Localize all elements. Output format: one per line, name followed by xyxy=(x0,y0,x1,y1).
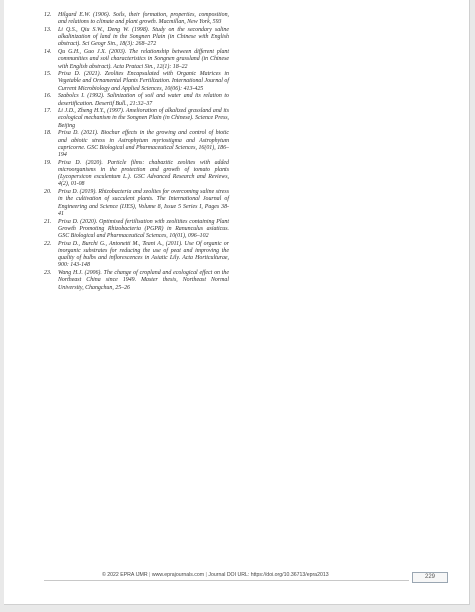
reference-number: 21. xyxy=(44,218,52,225)
reference-text: Hilgard E.W. (1906). Soils, their formation, properties, composition, and relations to climate and plant growth. Macmillan, New York, 593 xyxy=(58,12,229,26)
reference-item xyxy=(44,108,229,130)
reference-item xyxy=(44,93,229,108)
reference-number: 18. xyxy=(44,130,52,137)
reference-number: 20. xyxy=(44,189,52,196)
footer-text xyxy=(102,572,329,578)
reference-number: 13. xyxy=(44,26,52,33)
reference-item xyxy=(44,27,229,49)
reference-text: Qu G.H., Guo J.X. (2003). The relationship between different plant communities and soil characteristics in Songnen grassland (in Chinese with English abstract). Acta Prataci Sin., 12(1): 18–22 xyxy=(58,49,229,70)
reference-text: Prisa D. (2020). Optimised fertilisation with zeolitites containing Plant Growth Promoting Rhizobacteria (PGPR) in Ranunculus asiaticus. GSC Biological and Pharmaceutical Sciences, 10(01), 096–102 xyxy=(58,218,229,240)
footer-separator: | xyxy=(205,572,207,578)
reference-text: Li J.D., Zheng H.Y., (1997). Amelioration of alkalized grassland and its ecological mechanism in the Songnen Plain (in Chinese). Science Press, Beijing xyxy=(58,108,229,129)
reference-number: 14. xyxy=(44,49,52,56)
reference-number: 17. xyxy=(44,108,52,115)
reference-number: 12. xyxy=(44,12,52,18)
reference-item xyxy=(44,130,229,159)
reference-item xyxy=(44,71,229,93)
reference-number: 19. xyxy=(44,159,52,166)
reference-item xyxy=(44,160,229,189)
reference-text: Prisa D. (2021). Zeolites Encapsulated with Organic Matrices in Vegetable and Ornamental Plants Fertilization. International Journal of Current Microbiology and Applied Sciences, 10(06): 413-425 xyxy=(58,71,229,92)
reference-number: 15. xyxy=(44,71,52,78)
reference-text: Li Q.S., Qiu S.W., Deng W. (1998). Study on the secondary saline alkalinization of land in the Songnen Plain (in Chinese with English abstract). Sci Geogr Sin., 18(3): 268–272 xyxy=(58,26,229,48)
reference-number: 23. xyxy=(44,270,52,277)
document-page xyxy=(4,0,470,605)
reference-text: Prisa D. (2019). Rhizobacteria and zeolites for overcoming saline stress in the cultivation of succulent plants. The International Journal of Engineering and Science (IJES), Volume 8, Issue 5 Series I, Pages 38-41 xyxy=(58,189,229,217)
reference-list xyxy=(44,12,229,292)
reference-text: Szabolcs I. (1992). Salinization of soil and water and its relation to desertification. Desertif Bull., 21:32–37 xyxy=(58,93,229,107)
reference-number: 16. xyxy=(44,93,52,100)
reference-item xyxy=(44,49,229,71)
footer-copyright: © 2022 EPRA IJMR xyxy=(102,572,148,578)
reference-item xyxy=(44,219,229,241)
reference-item xyxy=(44,12,229,27)
reference-item xyxy=(44,241,229,270)
reference-text: Prisa D. (2020). Particle films: chabazitic zeolites with added microorganisms in the protection and growth of tomato plants (Lycopersicon esculentum L.). GSC Advanced Research and Reviews, 4(2), 01-08 xyxy=(58,159,229,188)
reference-text: Prisa D. (2021). Biochar effects in the growing and control of biotic and abiotic stress in Astrophytum myriostigma and Astrophytum capricorne. GSC Biological and Pharmaceutical Sciences, 16(01), 186–194 xyxy=(58,130,229,159)
reference-text: Wang H.J. (2006). The change of cropland and ecological effect on the Northeast China since 1949. Master thesis, Northeast Normal University, Changchun, 25–26 xyxy=(58,270,229,291)
footer-website-link[interactable]: www.eprajournals.com xyxy=(151,572,205,578)
reference-item xyxy=(44,189,229,218)
reference-item xyxy=(44,270,229,292)
page-footer xyxy=(4,572,469,586)
page-number: 229 xyxy=(412,572,448,583)
footer-separator: | xyxy=(149,572,151,578)
footer-doi[interactable]: Journal DOI URL: https://doi.org/10.36713/epra2013 xyxy=(208,572,329,578)
reference-text: Prisa D., Burchi G., Antonetti M., Teani A., (2011). Use Of organic or inorganic substrates for reducing the use of peat and improving the quality of bulbs and inflorescences in Asiatic Lily. Acta Horticulturae, 900: 143-148 xyxy=(58,240,229,269)
reference-number: 22. xyxy=(44,240,52,247)
